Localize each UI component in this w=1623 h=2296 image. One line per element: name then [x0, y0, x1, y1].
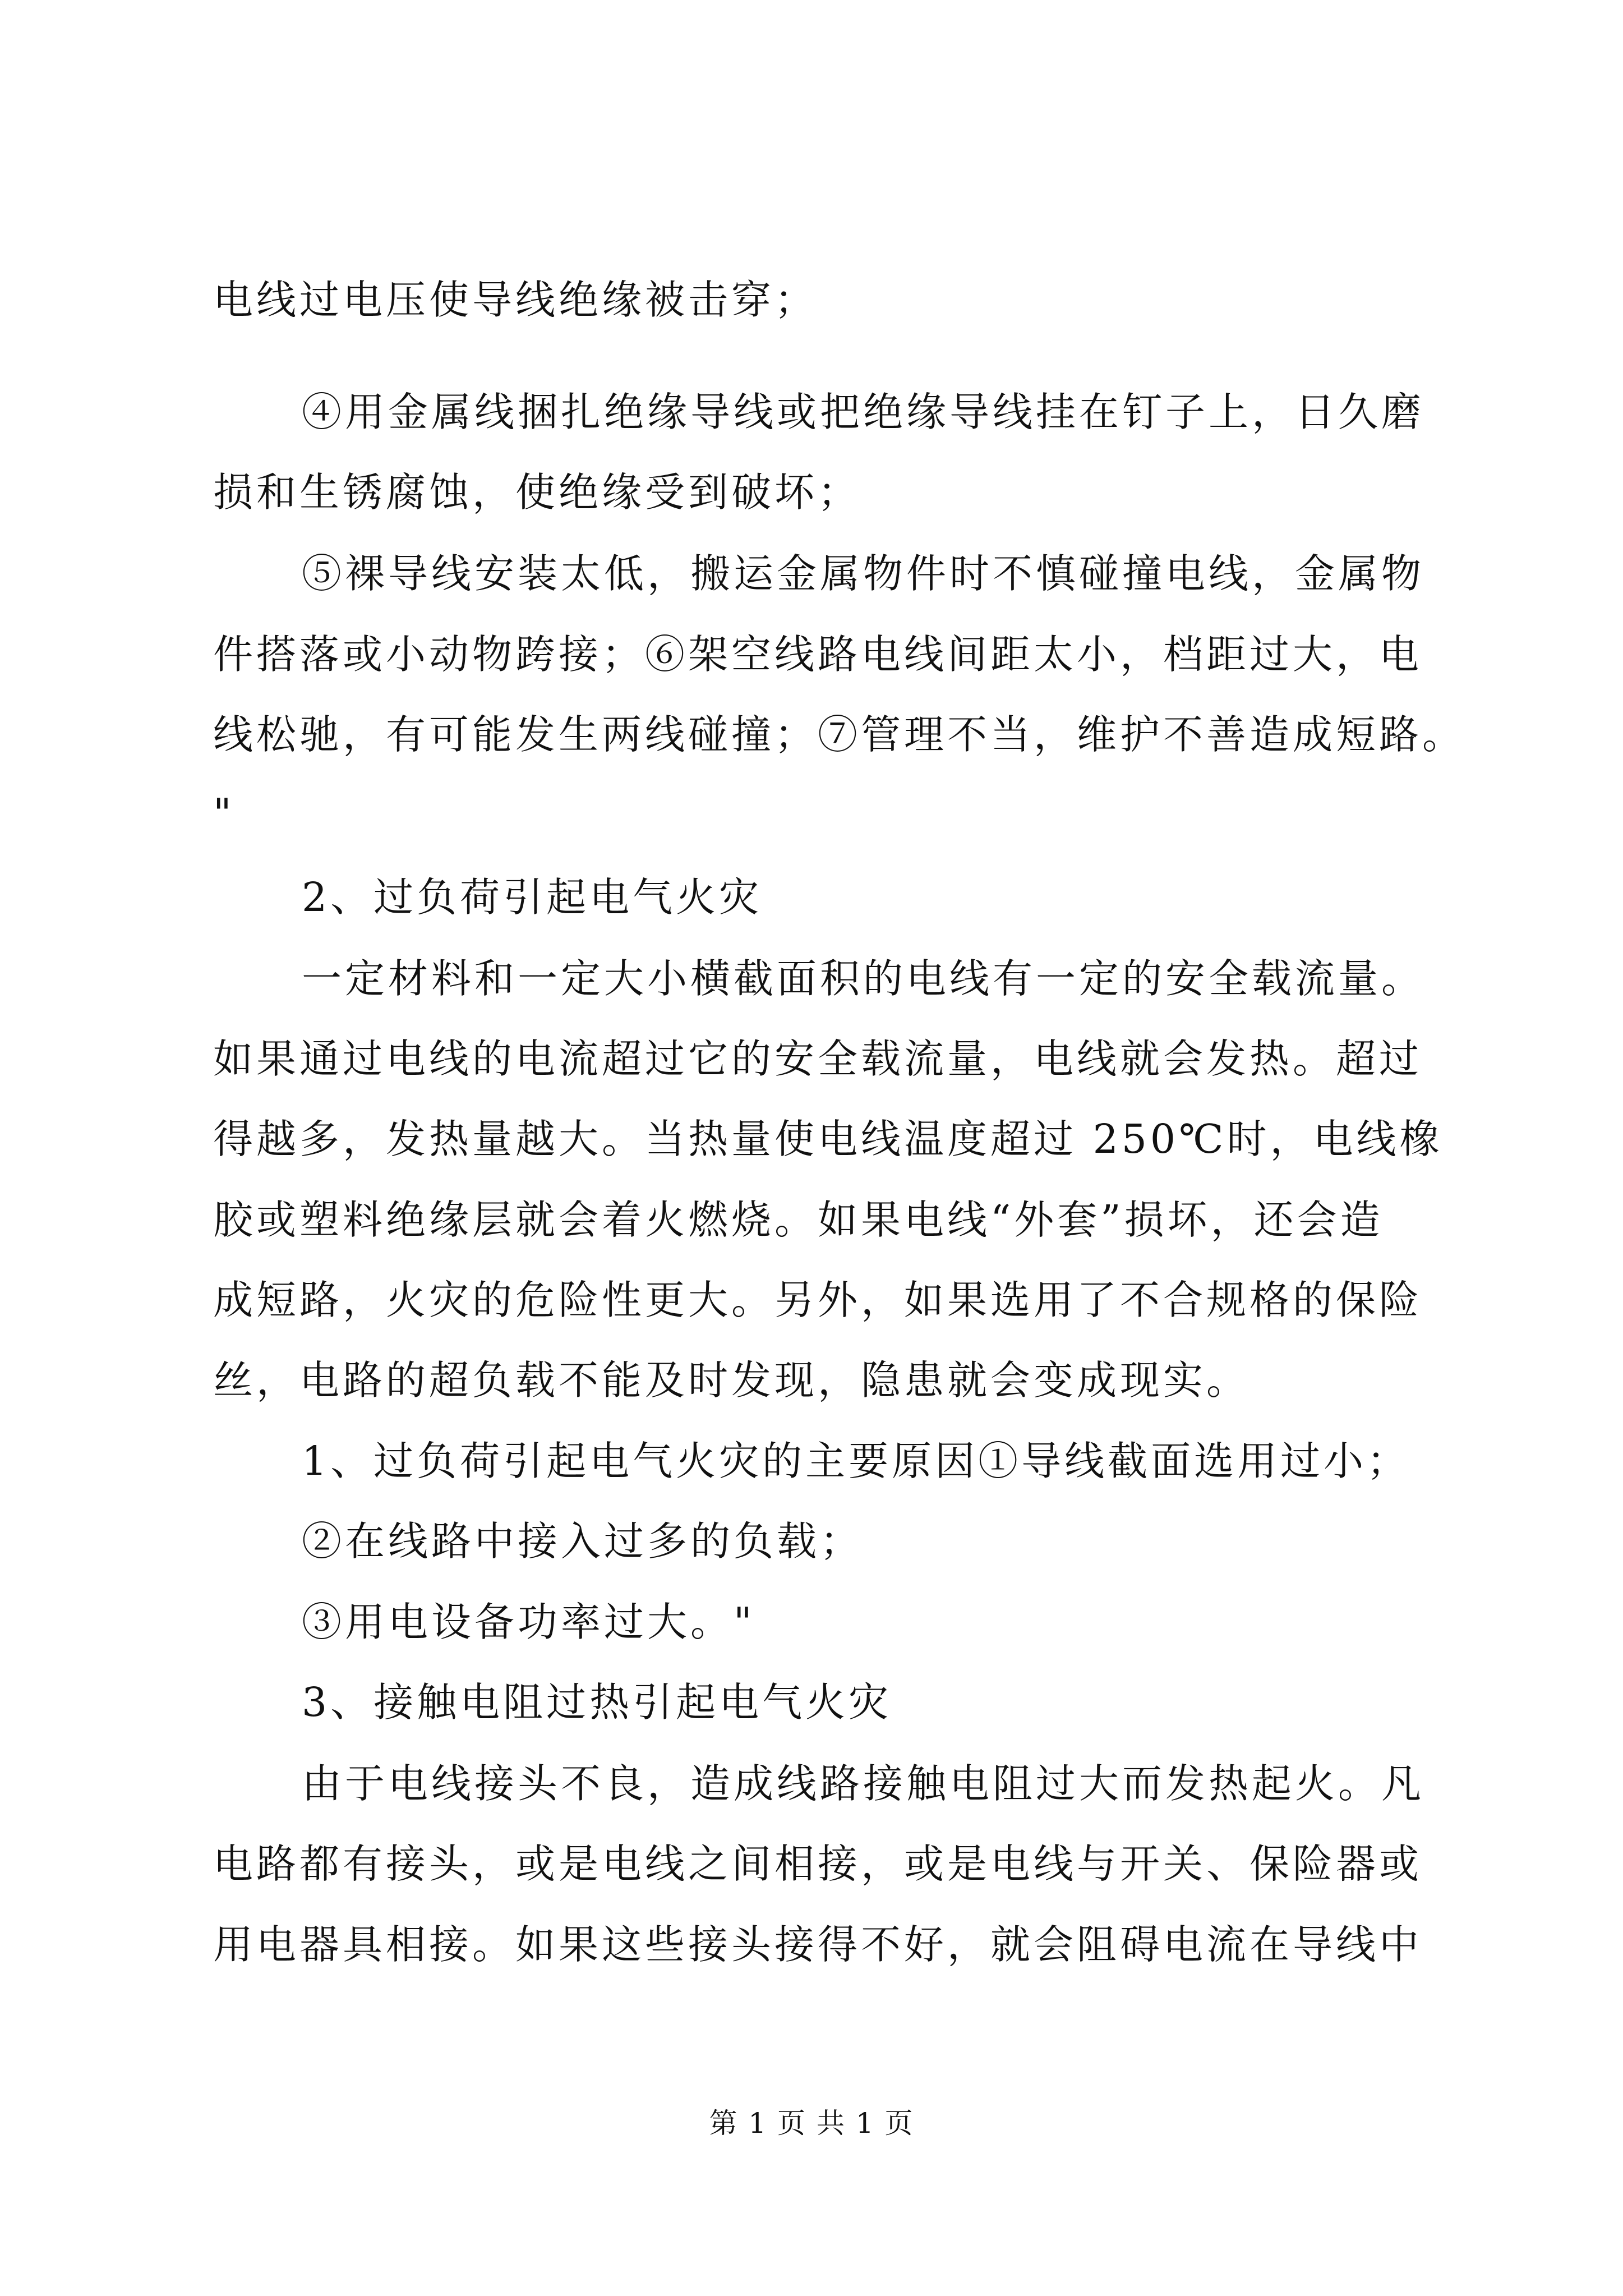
text-line-14: 丝，电路的超负载不能及时发现，隐患就会变成现实。	[213, 1357, 1250, 1404]
text-line-9: 一定材料和一定大小横截面积的电线有一定的安全载流量。	[302, 955, 1425, 1002]
text-line-19: 由于电线接头不良，造成线路接触电阻过大而发热起火。凡	[302, 1760, 1425, 1807]
text-line-12: 胶或塑料绝缘层就会着火燃烧。如果电线“外套”损坏，还会造	[213, 1197, 1384, 1243]
text-line-1: 电线过电压使导线绝缘被击穿；	[213, 277, 818, 323]
text-line-13: 成短路，火灾的危险性更大。另外，如果选用了不合规格的保险	[213, 1277, 1423, 1323]
text-line-5: 件搭落或小动物跨接；⑥架空线路电线间距太小，档距过大，电	[213, 631, 1423, 678]
section-heading-2: 2、过负荷引起电气火灾	[302, 874, 763, 921]
section-heading-3: 3、接触电阻过热引起电气火灾	[302, 1679, 892, 1726]
page-footer: 第 1 页 共 1 页	[709, 2107, 914, 2139]
text-line-10: 如果通过电线的电流超过它的安全载流量，电线就会发热。超过	[213, 1036, 1423, 1082]
text-line-7: "	[213, 790, 235, 836]
text-line-21: 用电器具相接。如果这些接头接得不好，就会阻碍电流在导线中	[213, 1921, 1423, 1968]
text-line-2: ④用金属线捆扎绝缘导线或把绝缘导线挂在钉子上，日久磨	[302, 389, 1425, 435]
text-line-17: ③用电设备功率过大。"	[302, 1599, 755, 1645]
text-line-3: 损和生锈腐蚀，使绝缘受到破坏；	[213, 469, 861, 516]
text-line-11: 得越多，发热量越大。当热量使电线温度超过 250℃时，电线橡	[213, 1116, 1443, 1162]
text-line-15: 1、过负荷引起电气火灾的主要原因①导线截面选用过小；	[302, 1438, 1410, 1484]
text-line-20: 电路都有接头，或是电线之间相接，或是电线与开关、保险器或	[213, 1841, 1423, 1887]
text-line-4: ⑤裸导线安装太低，搬运金属物件时不慎碰撞电线，金属物	[302, 550, 1425, 597]
text-line-6: 线松驰，有可能发生两线碰撞；⑦管理不当，维护不善造成短路。	[213, 711, 1466, 758]
text-line-16: ②在线路中接入过多的负载；	[302, 1518, 864, 1565]
